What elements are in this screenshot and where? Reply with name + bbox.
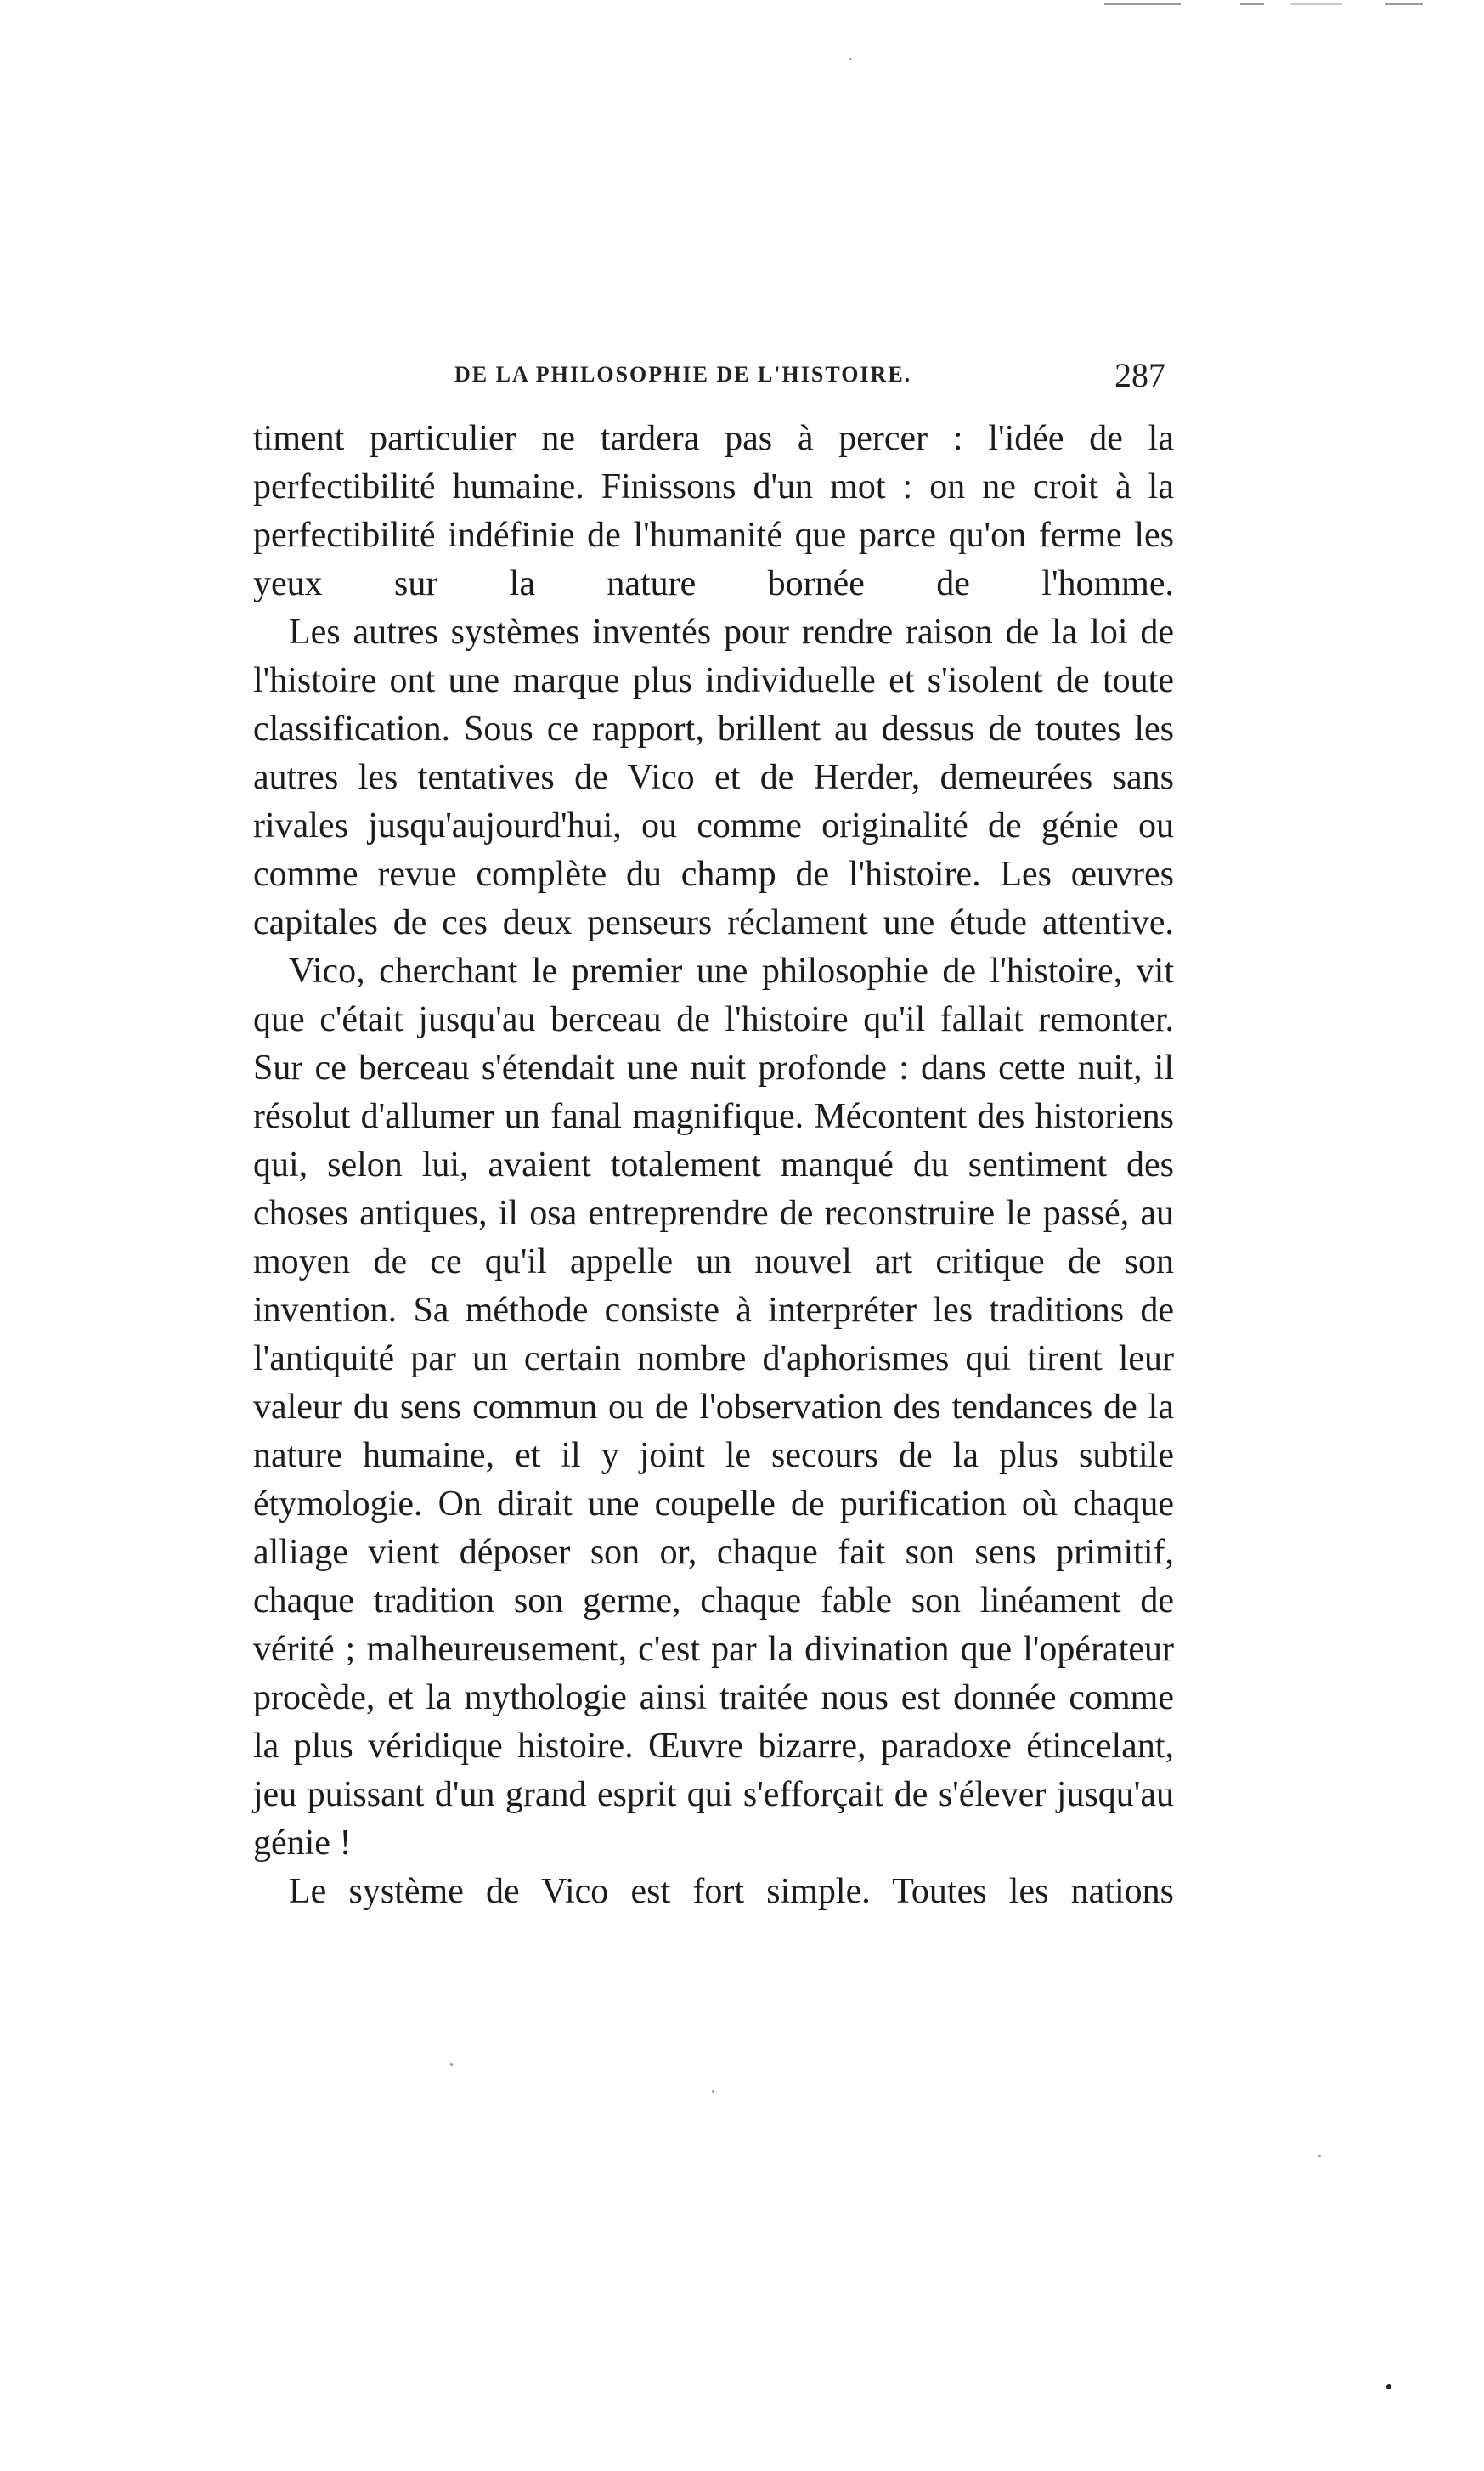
- body-text: [253, 415, 1174, 1916]
- paragraph-1: timent particulier ne tardera pas à percer : l'idée de la perfectibilité humaine. Finissons d'un mot : on ne croit à la perfectibilité indéfinie de l'humanité que parce qu'on ferme les yeux sur la nature bornée de l'homme.: [253, 419, 1174, 603]
- paragraph-3: Vico, cherchant le premier une philosophie de l'histoire, vit que c'était jusqu'au berceau de l'histoire qu'il fallait remonter. Sur ce berceau s'étendait une nuit profonde : dans cette nuit, il résolut d'allumer un fanal magnifique. Mécontent des historiens qui, selon lui, avaient totalement manqué du sentiment des choses antiques, il osa entreprendre de reconstruire le passé, au moyen de ce qu'il appelle un nouvel art critique de son invention. Sa méthode consiste à interpréter les traditions de l'antiquité par un certain nombre d'aphorismes qui tirent leur valeur du sens commun ou de l'observation des tendances de la nature humaine, et il y joint le secours de la plus subtile étymologie. On dirait une coupelle de purification où chaque alliage vient déposer son or, chaque fait son sens primitif, chaque tradition son germe, chaque fable son linéament de vérité ; malheureusement, c'est par la divination que l'opérateur procède, et la mythologie ainsi traitée nous est donnée comme la plus véridique histoire. Œuvre bizarre, paradoxe étincelant, jeu puissant d'un grand esprit qui s'efforçait de s'élever jusqu'au génie !: [253, 952, 1174, 1863]
- running-head: [255, 355, 1172, 398]
- scan-edge-mark: [1291, 3, 1342, 5]
- scan-edge-mark: [1104, 3, 1181, 5]
- paper-speck: [1318, 2155, 1321, 2157]
- paper-speck: [450, 2063, 453, 2066]
- paper-speck: [1386, 2384, 1391, 2389]
- paragraph-2: Les autres systèmes inventés pour rendre raison de la loi de l'histoire ont une marque plus individuelle et s'isolent de toute classification. Sous ce rapport, brillent au dessus de toutes les autres les tentatives de Vico et de Herder, demeurées sans rivales jusqu'aujourd'hui, ou comme originalité de génie ou comme revue complète du champ de l'histoire. Les œuvres capitales de ces deux penseurs réclament une étude attentive.: [253, 613, 1174, 942]
- paragraph-4: Le système de Vico est fort simple. Toutes les nations: [289, 1872, 1174, 1911]
- paper-speck: [849, 58, 852, 60]
- scan-edge-mark: [1240, 3, 1264, 5]
- scan-edge-mark: [1385, 3, 1423, 5]
- running-title: DE LA PHILOSOPHIE DE L'HISTOIRE.: [454, 362, 912, 387]
- paper-speck: [712, 2090, 714, 2093]
- page-number: 287: [1114, 356, 1165, 394]
